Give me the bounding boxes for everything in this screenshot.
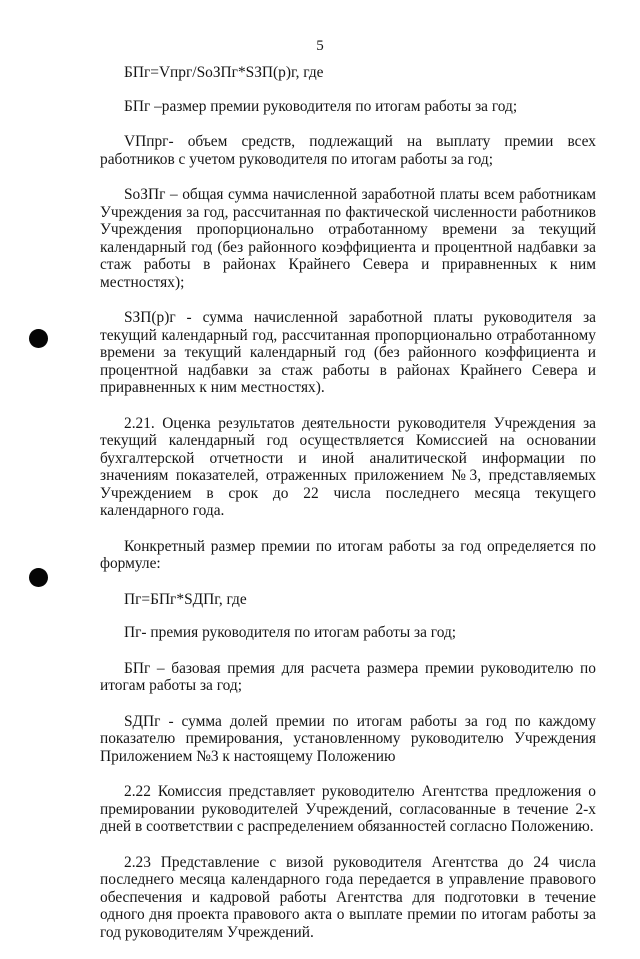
page-number: 5: [316, 38, 324, 54]
definition-sdpg: SДПг - сумма долей премии по итогам работы за год по каждому показателю премирования, установленному руководителю Учреждения Приложением №3 к настоящему Положению: [100, 712, 596, 765]
definition-pg: Пг- премия руководителя по итогам работы за год;: [124, 624, 457, 641]
punch-hole-upper: [29, 329, 48, 348]
definition-bpg: БПг –размер премии руководителя по итогам работы за год;: [124, 97, 518, 115]
punch-hole-lower: [29, 568, 48, 587]
definition-vpprg: VПпрг- объем средств, подлежащий на выплату премии всех работников с учетом руководителя по итогам работы за год;: [100, 133, 596, 168]
clause-2-23: 2.23 Представление с визой руководителя Агентства до 24 числа последнего месяца календарного года передается в управление правового обеспечения и кадровой работы Агентства для подготовки в течение одного дня проекта правового акта о выплате премии по итогам работы за год руководителям Учреждений.: [100, 853, 596, 941]
document-body: [100, 64, 596, 959]
formula-intro: Конкретный размер премии по итогам работы за год определяется по формуле:: [100, 537, 596, 572]
formula-base-premium: БПг=Vпрг/SoЗПг*SЗП(р)г, где: [124, 64, 324, 81]
formula-premium: Пг=БПг*SДПг, где: [124, 590, 247, 608]
definition-sozpg: SoЗПг – общая сумма начисленной заработной платы всем работникам Учреждения за год, рассчитанная по фактической численности работников Учреждения пропорционально отработанному времени за текущий календарный год (без районного коэффициента и процентной надбавки за стаж работы в районах Крайнего Севера и приравненных к ним местностях);: [100, 186, 596, 291]
definition-bpg-base: БПг – базовая премия для расчета размера премии руководителю по итогам работы за год;: [100, 659, 596, 694]
clause-2-22: 2.22 Комиссия представляет руководителю Агентства предложения о премировании руководителей Учреждений, согласованные в течение 2-х дней в соответствии с распределением обязанностей согласно Положению.: [100, 783, 596, 835]
definition-szp: SЗП(р)г - сумма начисленной заработной платы руководителя за текущий календарный год, рассчитанная пропорционально отработанному времени за текущий календарный год (без районного коэффициента и процентной надбавки за стаж работы в районах Крайнего Севера и приравненных к ним местностях).: [100, 309, 596, 396]
clause-2-21: 2.21. Оценка результатов деятельности руководителя Учреждения за текущий календарный год осуществляется Комиссией на основании бухгалтерской отчетности и иной аналитической информации по значениям показателей, отраженных приложением №3, представляемых Учреждением в срок до 22 числа последнего месяца текущего календарного года.: [100, 414, 596, 519]
